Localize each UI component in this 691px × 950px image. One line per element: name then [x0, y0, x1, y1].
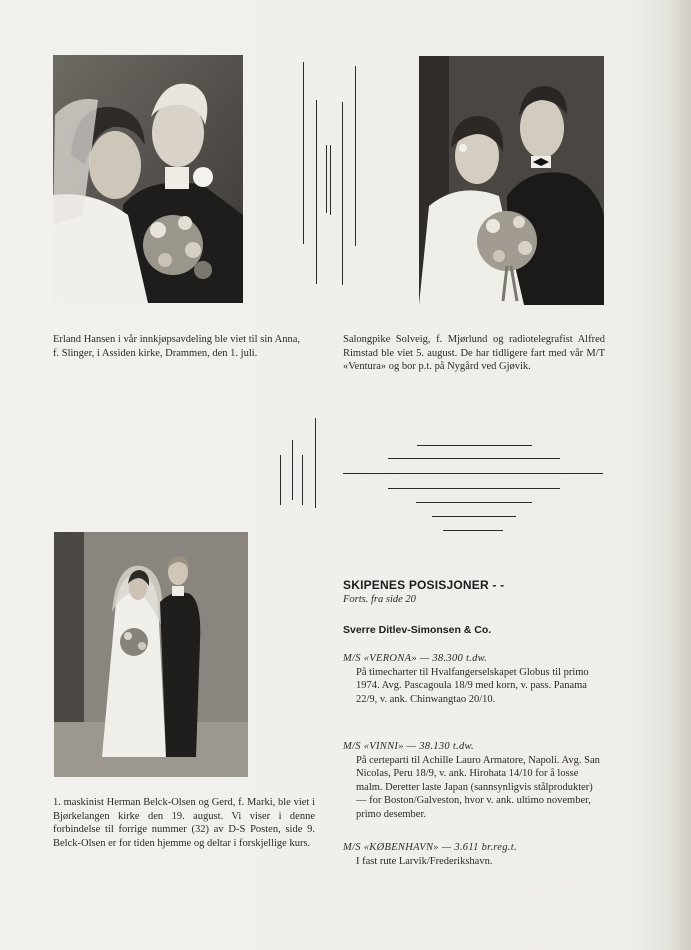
ship-name: M/S «VINNI» — 38.130 t.dw.: [343, 741, 474, 752]
ship-entry: [343, 652, 605, 706]
layout-rule-horizontal: [343, 473, 603, 474]
ship-name: M/S «VERONA» — 38.300 t.dw.: [343, 653, 488, 664]
layout-rule-horizontal: [432, 516, 516, 517]
ship-name: M/S «KØBENHAVN» — 3.611 br.reg.t.: [343, 842, 517, 853]
caption-erland-hansen: Erland Hansen i vår innkjøpsavdeling ble viet til sin Anna, f. Slinger, i Assiden kirke, Drammen, den 1. juli.: [53, 334, 300, 359]
layout-rule-vertical: [303, 62, 304, 244]
caption-solveig-alfred: Salongpike Solveig, f. Mjørlund og radiotelegrafist Alfred Rimstad ble viet 5. august. De har tidligere fart med vår M/T «Ventura» og bor p.t. på Nygård ved Gjøvik.: [343, 334, 605, 373]
wedding-photo-erland-hansen: [53, 55, 243, 303]
wedding-photo-belck-olsen: [54, 532, 248, 777]
layout-rule-vertical: [302, 455, 303, 505]
wedding-photo-solveig-alfred: [419, 56, 604, 305]
ship-text: På timecharter til Hvalfangerselskapet Globus til primo 1974. Avg. Pascagoula 18/9 med korn, v. pass. Panama 22/9, v. ank. Chinwangtao 20/10.: [356, 666, 589, 705]
caption-belck-olsen: 1. maskinist Herman Belck-Olsen og Gerd, f. Marki, ble viet i Bjørkelangen kirke den 19. august. Vi viser i denne forbindelse til forrige nummer (32) av D-S Posten, side 9. Belck-Olsen er for tiden hjemme og deltar i forskjellige kurs.: [53, 797, 315, 849]
layout-rule-vertical: [355, 66, 356, 246]
layout-rule-horizontal: [416, 502, 532, 503]
layout-rule-horizontal: [388, 488, 560, 489]
section-subheading: Forts. fra side 20: [343, 594, 416, 605]
layout-rule-horizontal: [388, 458, 560, 459]
section-heading: SKIPENES POSISJONER - -: [343, 578, 505, 592]
layout-rule-vertical: [342, 102, 343, 285]
layout-rule-vertical: [315, 418, 316, 508]
ship-text: På certeparti til Achille Lauro Armatore, Napoli. Avg. San Nicolas, Peru 18/9, v. ank. Hirohata 14/10 for å losse malm. Deretter laste Japan (sannsynligvis stålprodukter) — for Boston/Galveston, hvor v. ank. ultimo november, primo desember.: [356, 754, 600, 820]
layout-rule-vertical: [280, 455, 281, 505]
page-edge: [667, 0, 691, 950]
company-name: Sverre Ditlev-Simonsen & Co.: [343, 624, 492, 636]
ship-entry: [343, 841, 605, 868]
ship-entry: [343, 740, 605, 822]
layout-rule-vertical: [292, 440, 293, 500]
layout-rule-horizontal: [443, 530, 503, 531]
layout-rule-vertical: [330, 145, 331, 215]
layout-rule-vertical: [326, 145, 327, 213]
layout-rule-vertical: [316, 100, 317, 284]
layout-rule-horizontal: [417, 445, 532, 446]
ship-text: I fast rute Larvik/Frederikshavn.: [356, 855, 493, 867]
